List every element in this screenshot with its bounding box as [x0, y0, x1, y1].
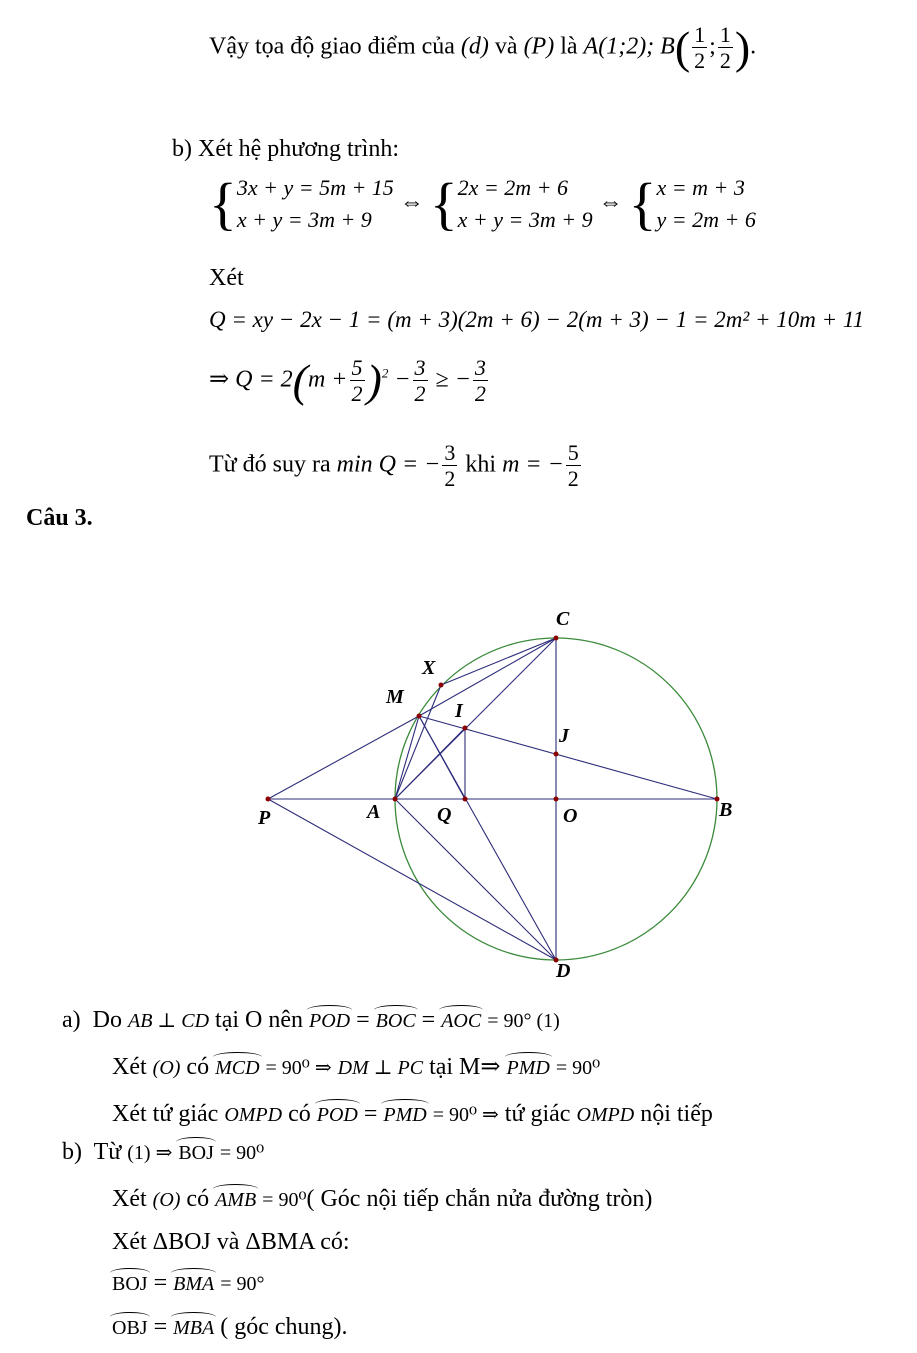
part-b-label: b)	[172, 136, 192, 162]
fraction-half-2: $\frac{1}{2}$	[719, 22, 731, 74]
part-b-text: Xét hệ phương trình:	[198, 136, 399, 162]
equivalence-1: ⇔	[399, 189, 424, 216]
sol-b-line4: BOJ = BMA = 90°	[112, 1270, 265, 1296]
intersection-line: Vậy tọa độ giao điểm của (d) và (P) là A(1;2); B( $\frac{1}{2}$ ; $\frac{1}{2}$ ).	[209, 21, 757, 74]
sol-b-line3: Xét ΔBOJ và ΔBMA có:	[112, 1229, 350, 1255]
label-d: D	[556, 960, 571, 982]
point-i	[463, 726, 468, 731]
label-q: Q	[437, 804, 452, 826]
point-p	[266, 797, 271, 802]
label-p: P	[258, 807, 271, 829]
is-text: là	[560, 33, 578, 60]
point-x	[439, 683, 444, 688]
fraction-half-1: $\frac{1}{2}$	[694, 22, 706, 74]
point-o	[554, 797, 559, 802]
points-ab: A(1;2); B	[583, 33, 675, 60]
label-b: B	[719, 799, 733, 821]
label-x: X	[422, 657, 436, 679]
xet-label: Xét	[209, 265, 244, 291]
min-q-line: Từ đó suy ra min Q = − $\frac{3}{2}$ khi m = − $\frac{5}{2}$	[209, 440, 579, 492]
parabola-p: (P)	[523, 33, 555, 60]
sol-b-line2: Xét (O) có AMB = 90⁰( Góc nội tiếp chắn nửa đường tròn)	[112, 1186, 653, 1212]
line-d: (d)	[460, 33, 489, 60]
segment-xc	[441, 638, 556, 685]
label-o: O	[563, 805, 578, 827]
segment-pm	[268, 716, 419, 799]
system-1: 3x + y = 5m + 15 x + y = 3m + 9	[236, 175, 394, 232]
segment-mc	[419, 638, 556, 716]
point-c	[554, 636, 559, 641]
q-expression: Q = xy − 2x − 1 = (m + 3)(2m + 6) − 2(m + 3) − 1 = 2m² + 10m + 11	[209, 307, 865, 332]
segment-ad	[395, 799, 556, 960]
point-m	[417, 714, 422, 719]
label-j: J	[559, 725, 569, 747]
and-text: và	[494, 33, 518, 60]
system-3: x = m + 3 y = 2m + 6	[656, 175, 756, 232]
geometry-figure	[0, 570, 917, 990]
sol-b-line1: b) Từ (1) ⇒ BOJ = 90⁰	[62, 1139, 265, 1165]
point-a	[393, 797, 398, 802]
cau3-heading: Câu 3.	[26, 505, 93, 531]
label-a: A	[367, 801, 381, 823]
part-b-heading	[172, 137, 399, 161]
sol-b-line5: OBJ = MBA ( góc chung).	[112, 1314, 348, 1340]
equation-system: {3x + y = 5m + 15 x + y = 3m + 9 ⇔ {2x = 2m + 6 x + y = 3m + 9 ⇔ {x = m + 3 y = 2m + 6	[209, 170, 756, 236]
sol-a-line2: Xét (O) có MCD = 90⁰ ⇒ DM ⊥ PC tại M⇒ PMD = 90⁰	[112, 1054, 601, 1080]
system-2: 2x = 2m + 6 x + y = 3m + 9	[457, 175, 593, 232]
label-c: C	[556, 608, 570, 630]
label-i: I	[455, 700, 463, 722]
equivalence-2: ⇔	[598, 189, 623, 216]
point-q	[463, 797, 468, 802]
sol-a-line3: Xét tứ giác OMPD có POD = PMD = 90⁰ ⇒ tứ giác OMPD nội tiếp	[112, 1101, 713, 1127]
intersection-text: Vậy tọa độ giao điểm của	[209, 33, 455, 60]
point-j	[554, 752, 559, 757]
segment-pd	[268, 799, 556, 960]
sol-a-line1: a) Do AB ⊥ CD tại O nên POD = BOC = AOC = 90° (1)	[62, 1007, 560, 1033]
q-inequality: ⇒ Q = 2(m + $\frac{5}{2}$ )$^2$ − $\frac{3}{2}$ ≥ − $\frac{3}{2}$	[209, 354, 486, 407]
label-m: M	[386, 686, 404, 708]
segment-mq	[419, 716, 465, 799]
